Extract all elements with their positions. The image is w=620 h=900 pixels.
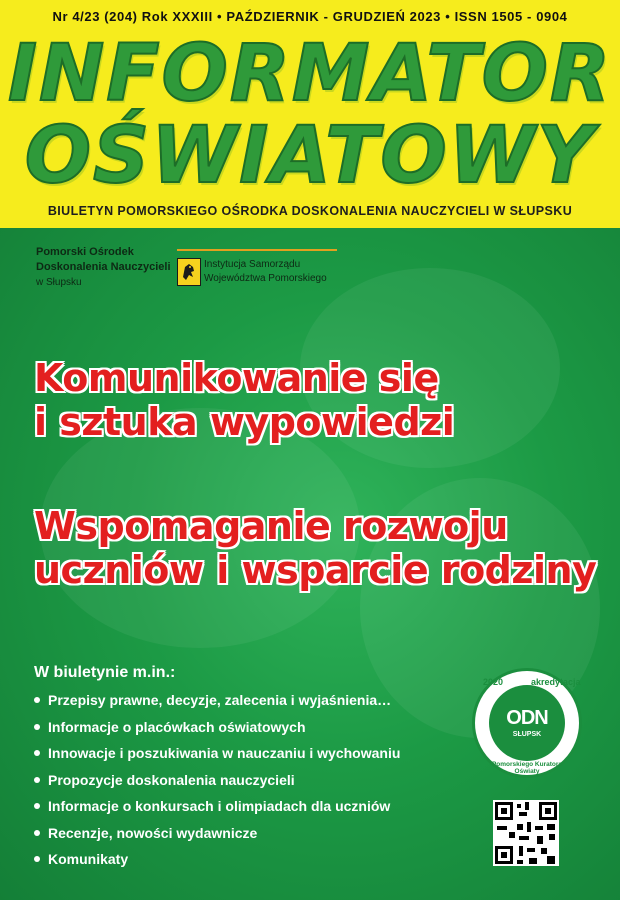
seal-accreditation: akredytacja xyxy=(531,677,581,687)
headline-communication-line2: i sztuka wypowiedzi xyxy=(34,400,455,444)
seal-authority: Pomorskiego Kuratora Oświaty xyxy=(491,761,563,775)
institution-name xyxy=(204,258,327,286)
bullet-icon xyxy=(34,724,40,730)
list-item-text: Informacje o placówkach oświatowych xyxy=(48,718,306,735)
list-item xyxy=(34,740,400,767)
seal-city: SŁUPSK xyxy=(512,731,542,738)
headline-communication-line1: Komunikowanie się xyxy=(34,356,439,400)
list-item-text: Informacje o konkursach i olimpiadach dla uczniów xyxy=(48,798,391,814)
bullet-icon xyxy=(34,803,40,809)
contents-list xyxy=(34,664,400,873)
headline-communication xyxy=(34,356,454,444)
institution-divider xyxy=(177,249,337,251)
masthead-band xyxy=(0,0,620,228)
bullet-icon xyxy=(34,777,40,783)
publisher-line2: Doskonalenia Nauczycieli xyxy=(36,261,171,273)
headline-development-line1: Wspomaganie rozwoju xyxy=(34,504,508,548)
list-item-text: Propozycje doskonalenia nauczycieli xyxy=(48,771,295,788)
bullet-icon xyxy=(34,856,40,862)
list-item-text: Przepisy prawne, decyzje, zalecenia i wyjaśnienia… xyxy=(48,692,392,708)
publisher-name xyxy=(36,245,171,290)
masthead-title-line2: OŚWIATOWY xyxy=(24,111,596,201)
publisher-line3: w Słupsku xyxy=(36,277,82,288)
list-item-text: Recenzje, nowości wydawnicze xyxy=(48,824,258,841)
list-item xyxy=(34,714,400,741)
list-item xyxy=(34,846,400,873)
publisher-line1: Pomorski Ośrodek xyxy=(36,246,134,258)
qr-code-icon[interactable] xyxy=(493,800,559,866)
list-item xyxy=(34,767,400,794)
list-item-text: Innowacje i poszukiwania w nauczaniu i wychowaniu xyxy=(48,745,401,761)
issue-info: Nr 4/23 (204) Rok XXXIII • PAŹDZIERNIK - GRUDZIEŃ 2023 • ISSN 1505 - 0904 xyxy=(52,9,568,24)
seal-logo: ODN xyxy=(506,707,548,729)
bullet-icon xyxy=(34,830,40,836)
headline-development xyxy=(34,504,596,592)
headline-development-line2: uczniów i wsparcie rodziny xyxy=(34,548,597,592)
accreditation-seal-icon xyxy=(472,668,582,778)
contents-label: W biuletynie m.in.: xyxy=(34,664,176,681)
institution-line1: Instytucja Samorządu xyxy=(204,259,301,270)
bullet-icon xyxy=(34,750,40,756)
list-item-text: Komunikaty xyxy=(48,851,129,867)
list-item xyxy=(34,687,400,714)
griffin-emblem-icon xyxy=(177,258,201,286)
seal-year: 2020 xyxy=(483,677,504,687)
list-item xyxy=(34,820,400,847)
masthead-subtitle: BIULETYN POMORSKIEGO OŚRODKA DOSKONALENIA NAUCZYCIELI W SŁUPSKU xyxy=(47,204,573,218)
masthead-title-line1: INFORMATOR xyxy=(7,29,613,119)
list-item xyxy=(34,793,400,820)
bullet-icon xyxy=(34,697,40,703)
institution-line2: Województwa Pomorskiego xyxy=(204,273,327,284)
